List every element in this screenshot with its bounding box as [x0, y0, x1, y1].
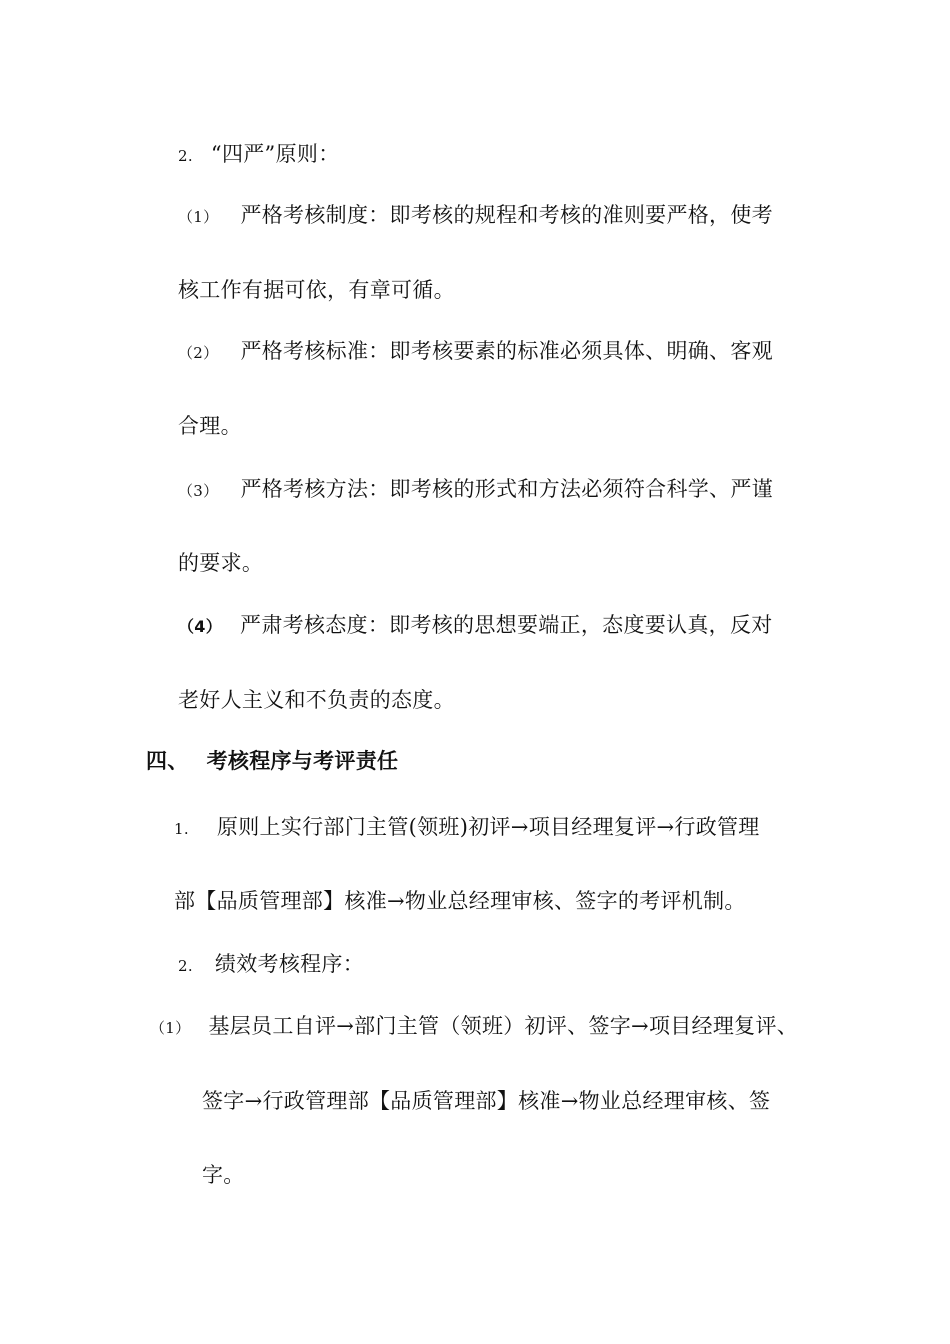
sub-item-number: （2） [178, 344, 219, 362]
sub-item-3-line2 [178, 549, 263, 577]
list-item-1-line1 [174, 813, 760, 843]
procedure-sub-item-1-line2 [202, 1087, 770, 1115]
paragraph-text: 严格考核方法：即考核的形式和方法必须符合科学、严谨 [240, 477, 773, 501]
sub-item-2-line1 [178, 337, 773, 367]
paragraph-text: 原则上实行部门主管(领班)初评→项目经理复评→行政管理 [216, 815, 760, 839]
procedure-sub-item-1-line3 [202, 1161, 245, 1189]
sub-item-4-line1 [178, 611, 773, 641]
paragraph-text: 签字→行政管理部【品质管理部】核准→物业总经理审核、签 [202, 1089, 771, 1113]
paragraph-text: 核工作有据可依，有章可循。 [178, 278, 455, 302]
section-number: 四、 [146, 749, 189, 773]
paragraph-text: 合理。 [178, 414, 242, 438]
paragraph-text: 老好人主义和不负责的态度。 [178, 688, 455, 712]
sub-item-number: （3） [178, 482, 219, 500]
paragraph-text: 字。 [202, 1163, 245, 1187]
section-heading [146, 747, 398, 775]
sub-item-3-line1 [178, 475, 773, 505]
section-title: 考核程序与考评责任 [206, 749, 399, 773]
paragraph-text: 的要求。 [178, 551, 264, 575]
sub-item-4-line2 [178, 686, 455, 714]
paragraph-text: 严格考核制度：即考核的规程和考核的准则要严格，使考 [240, 203, 773, 227]
list-item-2-four-strict [178, 140, 340, 170]
paragraph-text: 严肃考核态度：即考核的思想要端正，态度要认真，反对 [240, 613, 773, 637]
item-title: 绩效考核程序： [214, 952, 365, 976]
item-number: 1. [174, 820, 189, 838]
item-number: 2. [178, 957, 193, 975]
procedure-sub-item-1-line1 [150, 1012, 798, 1042]
paragraph-text: 基层员工自评→部门主管（领班）初评、签字→项目经理复评、 [208, 1014, 799, 1038]
paragraph-text: 严格考核标准：即考核要素的标准必须具体、明确、客观 [240, 339, 773, 363]
sub-item-1-line1 [178, 201, 773, 231]
sub-item-number: （4） [178, 617, 223, 636]
item-title: “四严”原则： [210, 142, 340, 166]
sub-item-number: （1） [150, 1019, 191, 1037]
sub-item-2-line2 [178, 412, 242, 440]
sub-item-number: （1） [178, 208, 219, 226]
list-item-1-line2 [174, 887, 746, 915]
list-item-2-procedure [178, 950, 364, 980]
paragraph-text: 部【品质管理部】核准→物业总经理审核、签字的考评机制。 [174, 889, 746, 913]
item-number: 2. [178, 147, 193, 165]
sub-item-1-line2 [178, 276, 455, 304]
